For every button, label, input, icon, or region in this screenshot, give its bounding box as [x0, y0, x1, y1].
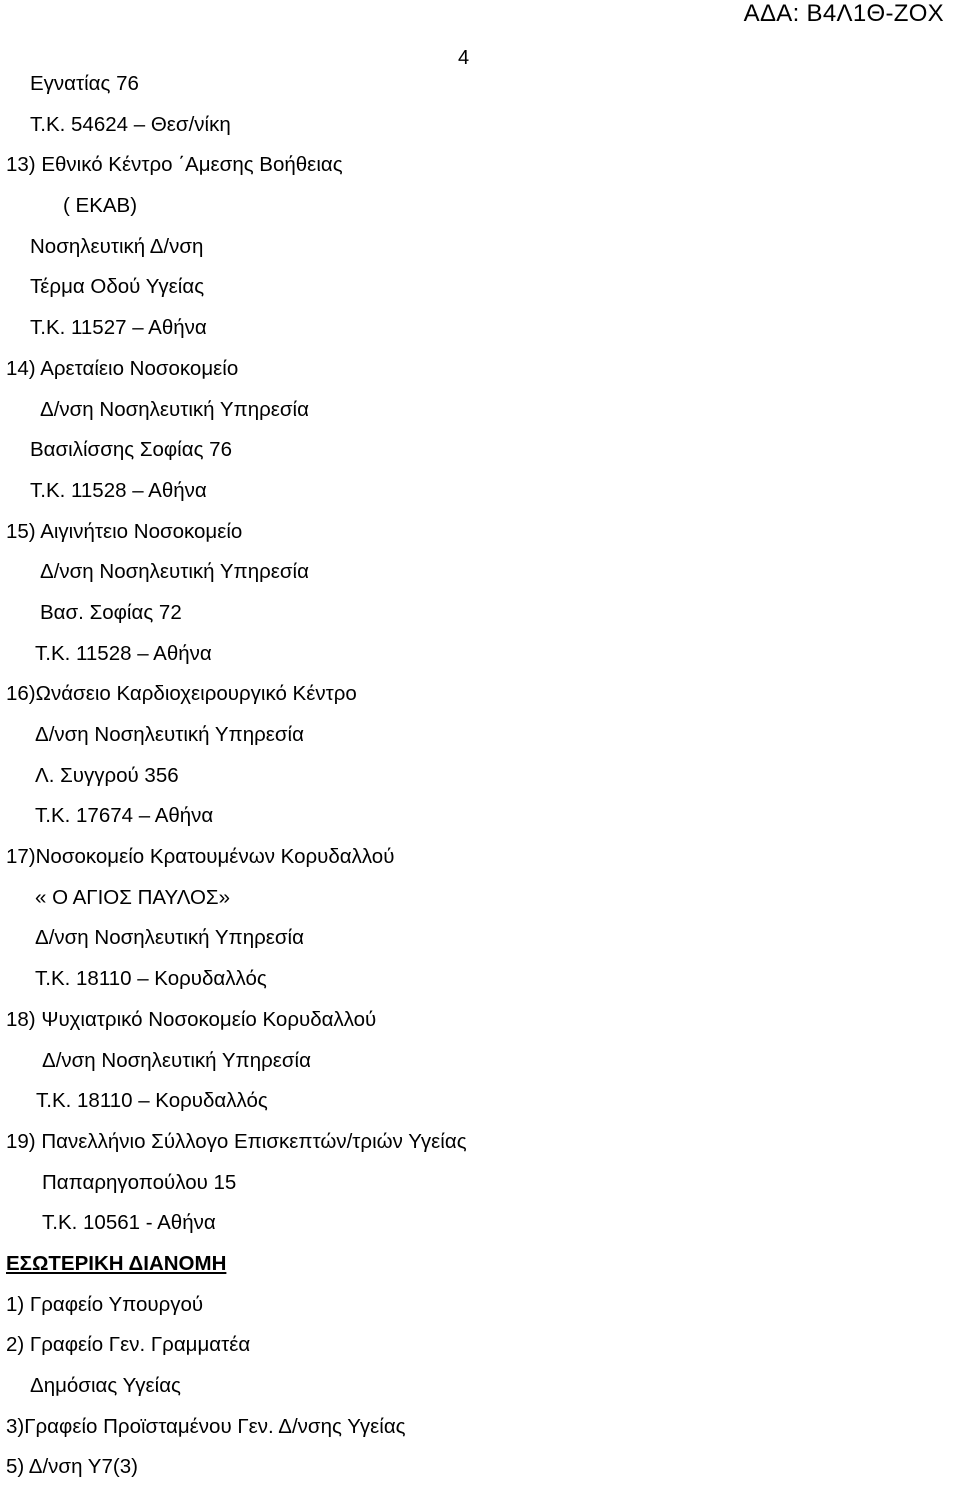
text-line: Τ.Κ. 17674 – Αθήνα: [35, 804, 214, 828]
text-line: 15) Αιγινήτειο Νοσοκομείο: [6, 519, 243, 543]
text-line: 19) Πανελλήνιο Σύλλογο Επισκεπτών/τριών Υγείας: [6, 1129, 467, 1153]
text-line: Τ.Κ. 18110 – Κορυδαλλός: [36, 1089, 268, 1113]
text-line: ( ΕΚΑΒ): [63, 194, 138, 218]
ada-code: ΑΔΑ: Β4Λ1Θ-ΖΟΧ: [743, 0, 944, 27]
text-line: « Ο ΑΓΙΟΣ ΠΑΥΛΟΣ»: [35, 885, 230, 909]
text-line: 3)Γραφείο Προϊσταμένου Γεν. Δ/νσης Υγείας: [6, 1414, 406, 1438]
text-line: Τ.Κ. 18110 – Κορυδαλλός: [35, 967, 267, 991]
text-line: Τ.Κ. 11528 – Αθήνα: [35, 641, 212, 665]
text-line: Λ. Συγγρού 356: [35, 763, 179, 787]
page-number: 4: [458, 47, 470, 69]
text-line: Δ/νση Νοσηλευτική Υπηρεσία: [35, 723, 304, 746]
text-line: Δ/νση Νοσηλευτική Υπηρεσία: [42, 1048, 311, 1072]
text-line: 1) Γραφείο Υπουργού: [6, 1292, 204, 1316]
text-line: Παπαρηγοπούλου 15: [42, 1170, 237, 1194]
text-line: Βασιλίσσης Σοφίας 76: [30, 438, 232, 462]
text-line: Βασ. Σοφίας 72: [40, 600, 182, 624]
text-line: 14) Αρεταίειο Νοσοκομείο: [6, 356, 239, 380]
text-line: Δ/νση Νοσηλευτική Υπηρεσία: [40, 397, 309, 421]
text-line: Τ.Κ. 11528 – Αθήνα: [30, 478, 207, 502]
text-line: Τέρμα Οδού Υγείας: [30, 275, 205, 299]
text-line: Δ/νση Νοσηλευτική Υπηρεσία: [35, 926, 304, 950]
text-line: 16)Ωνάσειο Καρδιοχειρουργικό Κέντρο: [6, 682, 357, 706]
text-line: Εγνατίας 76: [30, 72, 139, 95]
text-line: Τ.Κ. 11527 – Αθήνα: [30, 316, 207, 340]
text-line: 2) Γραφείο Γεν. Γραμματέα: [6, 1333, 251, 1357]
section-heading: ΕΣΩΤΕΡΙΚΗ ΔΙΑΝΟΜΗ: [6, 1251, 227, 1275]
text-line: 18) Ψυχιατρικό Νοσοκομείο Κορυδαλλού: [6, 1007, 377, 1031]
document-body: [0, 64, 960, 1488]
text-line: Νοσηλευτική Δ/νση: [30, 234, 204, 258]
text-line: 13) Εθνικό Κέντρο ΄Αμεσης Βοήθειας: [6, 153, 343, 177]
text-line: Δημόσιας Υγείας: [30, 1374, 181, 1397]
text-line: Τ.Κ. 10561 - Αθήνα: [42, 1211, 216, 1235]
text-line: 17)Νοσοκομείο Κρατουμένων Κορυδαλλού: [6, 845, 395, 869]
text-line: 5) Δ/νση Υ7(3): [6, 1455, 138, 1479]
text-line: Δ/νση Νοσηλευτική Υπηρεσία: [40, 560, 309, 584]
text-line: Τ.Κ. 54624 – Θεσ/νίκη: [30, 112, 231, 136]
